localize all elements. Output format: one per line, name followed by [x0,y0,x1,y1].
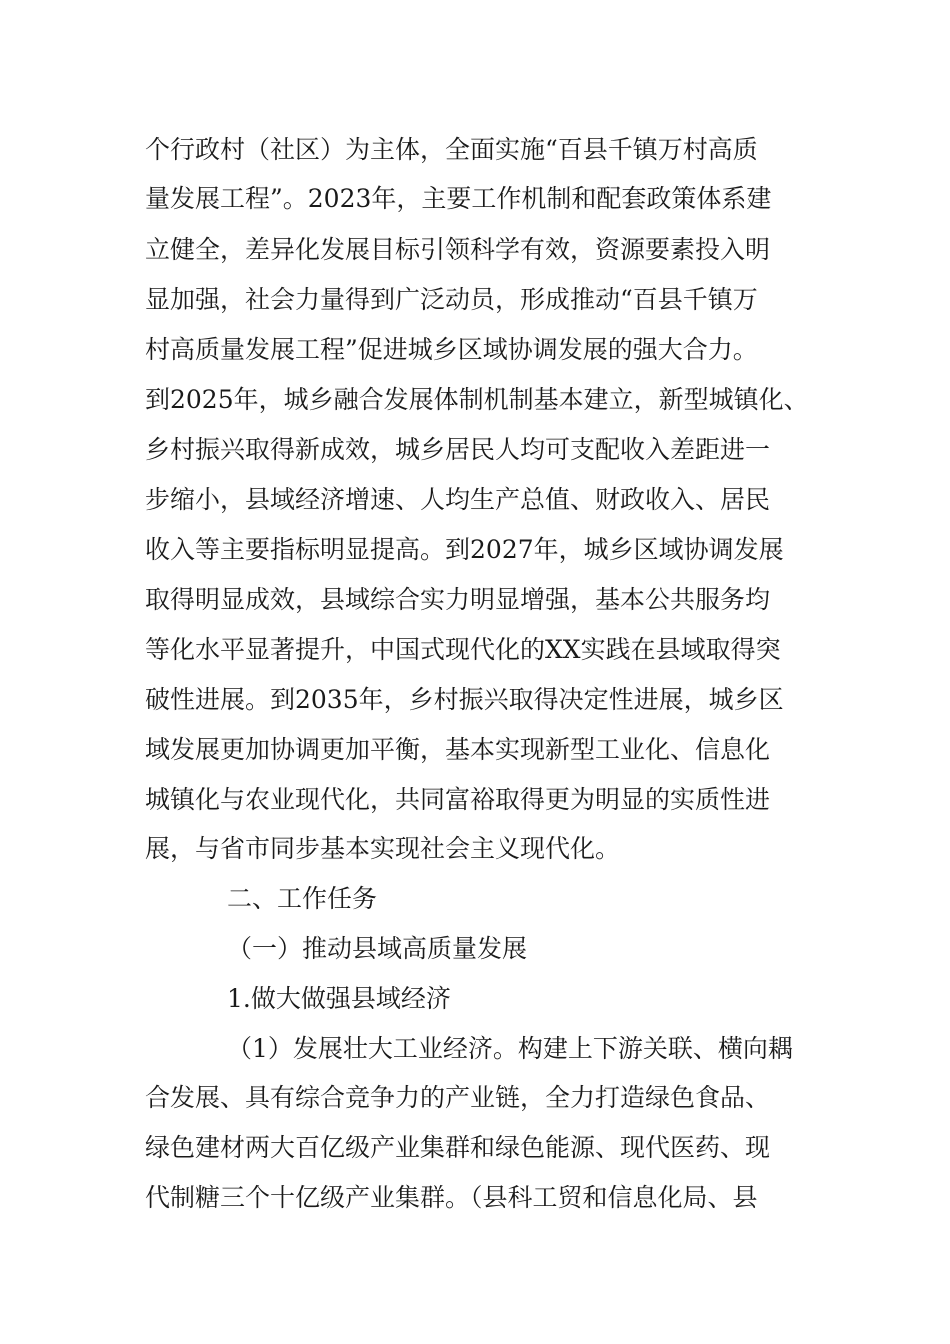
subsection-heading: （一）推动县域高质量发展 [227,934,528,963]
body-text-line: 量发展工程”。2023年，主要工作机制和配套政策体系建 [145,184,772,213]
body-text-line: 破性进展。到2035年，乡村振兴取得决定性进展，城乡区 [145,685,784,714]
body-text-line: 等化水平显著提升，中国式现代化的XX实践在县域取得突 [145,635,781,664]
body-text-line: 村高质量发展工程”促进城乡区域协调发展的强大合力。 [145,335,758,364]
body-text-line: 立健全，差异化发展目标引领科学有效，资源要素投入明 [145,235,771,264]
body-text-line: 取得明显成效，县域综合实力明显增强，基本公共服务均 [145,585,771,614]
body-text-line: 个行政村（社区）为主体，全面实施“百县千镇万村高质 [145,135,758,164]
body-text-line: 合发展、具有综合竞争力的产业链，全力打造绿色食品、 [145,1083,771,1112]
body-text-line: 代制糖三个十亿级产业集群。（县科工贸和信息化局、县 [145,1183,758,1212]
body-text-line: 显加强，社会力量得到广泛动员，形成推动“百县千镇万 [145,285,758,314]
body-text-line: 到2025年，城乡融合发展体制机制基本建立，新型城镇化、 [145,385,809,414]
item-heading: 1.做大做强县域经济 [227,984,451,1013]
body-text-line: 展，与省市同步基本实现社会主义现代化。 [145,834,621,863]
section-heading: 二、工作任务 [227,884,378,913]
body-text-line: 收入等主要指标明显提高。到2027年，城乡区域协调发展 [145,535,784,564]
body-text-line: 城镇化与农业现代化，共同富裕取得更为明显的实质性进 [145,785,771,814]
body-text-line: 步缩小，县域经济增速、人均生产总值、财政收入、居民 [145,485,771,514]
body-text-line: 乡村振兴取得新成效，城乡居民人均可支配收入差距进一 [145,435,771,464]
body-text-line: （1）发展壮大工业经济。构建上下游关联、横向耦 [227,1034,793,1063]
body-text-line: 域发展更加协调更加平衡，基本实现新型工业化、信息化 [145,735,771,764]
body-text-line: 绿色建材两大百亿级产业集群和绿色能源、现代医药、现 [145,1133,771,1162]
